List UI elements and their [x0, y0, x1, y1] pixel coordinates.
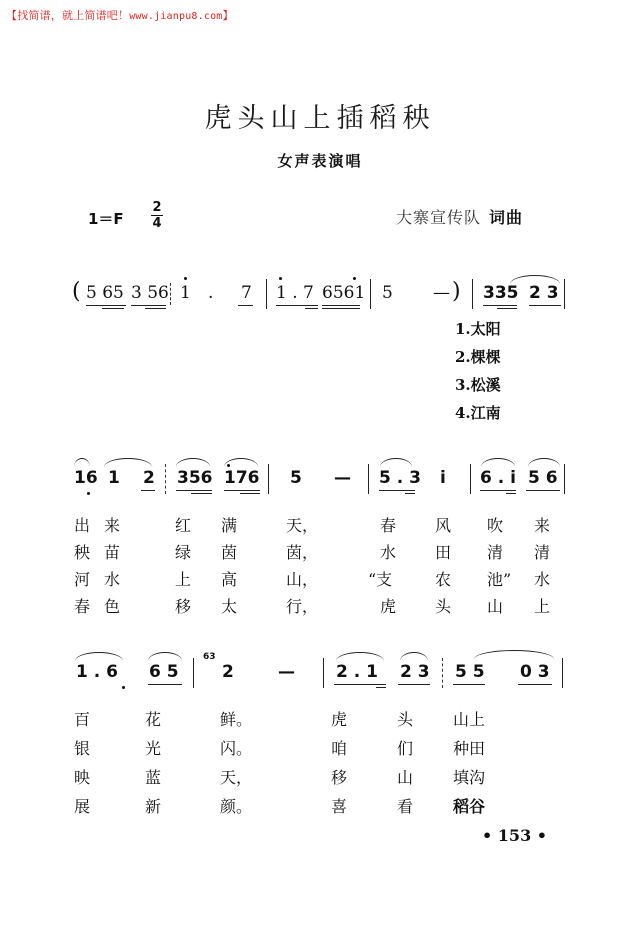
barline [562, 658, 563, 688]
lyric-char: 清 [487, 543, 504, 562]
note: 7 [241, 283, 252, 303]
score-system-1 [0, 279, 640, 323]
lyric-char: 移 [331, 768, 348, 787]
slur [176, 458, 210, 467]
note-group: 356 [177, 468, 213, 488]
underline [148, 684, 182, 685]
lyric-char: 清 [534, 543, 551, 562]
lyric-char: 看 [397, 797, 414, 816]
note-group: 0 3 [520, 662, 550, 682]
note-group: 5 . 3 [379, 468, 421, 488]
score-system-2 [0, 468, 640, 508]
banner-text: 【找简谱，就上简谱吧！ [6, 9, 130, 22]
slur [336, 652, 384, 661]
lyric-char: 满 [221, 516, 238, 535]
slur [481, 458, 515, 467]
lyric-char: 行， [286, 597, 319, 616]
lyrics-block-2 [0, 707, 640, 817]
slur [104, 458, 152, 467]
grace-notes: 63 [203, 652, 216, 662]
lyric-char: 们 [397, 739, 414, 758]
note-group: 6561 [322, 283, 366, 303]
underline [224, 490, 260, 491]
note-group: 2 . 1 [336, 662, 378, 682]
lyric-char: 来 [104, 516, 121, 535]
dash-extension: — [433, 283, 450, 303]
lyric-char: 咱 [331, 739, 348, 758]
underline [453, 684, 485, 685]
note-group: 6 5 [149, 662, 179, 682]
lyric-char: 苗 [104, 543, 121, 562]
lyric-char: 池” [487, 570, 512, 589]
lyric-char: 头 [435, 597, 452, 616]
note-group: 2 3 [529, 283, 559, 303]
lyric-char: 种田 [453, 739, 486, 758]
slur [400, 652, 428, 661]
note: 5 [382, 283, 393, 303]
lyric-char: 虎 [380, 597, 397, 616]
lyric-char: 山， [286, 570, 319, 589]
lyric-line-1 [0, 513, 640, 537]
barline [564, 279, 565, 309]
verse-label-2: 2.棵棵 [455, 348, 501, 366]
barline [368, 464, 369, 494]
song-subtitle: 女声表演唱 [277, 152, 363, 170]
note-group: 1 . 6 [76, 662, 118, 682]
note-group: 2 3 [400, 662, 430, 682]
lyric-char: 农 [435, 570, 452, 589]
lyric-char: 来 [534, 516, 551, 535]
lyric-char: 稻谷 [453, 797, 486, 816]
note: 2 [143, 468, 155, 488]
credit [396, 205, 523, 228]
octave-dot [353, 277, 356, 280]
lyric-char: 喜 [331, 797, 348, 816]
underline [276, 305, 318, 306]
barline [370, 279, 371, 309]
note-group: 16 [74, 468, 98, 488]
note-group: 5 65 [86, 283, 124, 303]
lyrics-block-1 [0, 513, 640, 623]
lyric-char: 吹 [487, 516, 504, 535]
barline [442, 658, 443, 688]
underline [379, 490, 415, 491]
underline [483, 305, 517, 306]
lyric-char: 新 [145, 797, 162, 816]
lyric-char: 秧 [74, 543, 91, 562]
lyric-char: 上 [534, 597, 551, 616]
lyric-char: 春 [380, 516, 397, 535]
score-system-3 [0, 652, 640, 702]
lyric-char: 太 [221, 597, 238, 616]
slur [148, 652, 182, 661]
barline [564, 464, 565, 494]
lyric-char: 虎 [331, 710, 348, 729]
underline [398, 684, 430, 685]
verse-label-3: 3.松溪 [455, 376, 501, 394]
lyric-char: 水 [380, 543, 397, 562]
lyric-char: 天， [286, 516, 319, 535]
dash-extension: — [334, 468, 351, 488]
underline [518, 684, 552, 685]
lyric-char: 高 [221, 570, 238, 589]
underline [322, 308, 360, 309]
time-signature-top: 2 [152, 200, 162, 215]
lyric-char: 鲜。 [220, 710, 253, 729]
barline [472, 279, 473, 309]
lyric-char: 山 [397, 768, 414, 787]
lyric-char: 绿 [175, 543, 192, 562]
barline [323, 658, 324, 688]
banner-bracket: 】 [222, 9, 234, 22]
underline [322, 305, 360, 306]
underline [238, 305, 253, 306]
underline [176, 490, 212, 491]
page-number: • 153 • [482, 826, 547, 845]
underline [131, 305, 166, 306]
banner-url[interactable]: www.jianpu8.com [129, 11, 223, 22]
underline [334, 684, 386, 685]
lyric-char: “支 [368, 570, 393, 589]
octave-dot [227, 464, 230, 467]
time-signature-bottom: 4 [152, 216, 162, 231]
verse-label-4: 4.江南 [455, 404, 501, 422]
time-signature [151, 201, 163, 230]
slur [474, 650, 554, 659]
key-signature: 1＝F [88, 210, 124, 228]
underline [526, 490, 560, 491]
lyric-char: 出 [74, 516, 91, 535]
credit-role: 词曲 [489, 208, 524, 227]
slur [75, 652, 123, 661]
underline [145, 308, 166, 309]
slur [74, 458, 90, 467]
dot-extension: . [208, 283, 214, 303]
octave-dot-low [122, 686, 125, 689]
lyric-line-2 [0, 736, 640, 760]
lyric-char: 天， [220, 768, 253, 787]
note-group: 335 [483, 283, 519, 303]
note: 5 [290, 468, 302, 488]
barline [170, 283, 171, 305]
lyric-char: 水 [104, 570, 121, 589]
lyric-char: 山上 [453, 710, 486, 729]
underline [497, 308, 517, 309]
lyric-char: 移 [175, 597, 192, 616]
lyric-char: 山 [487, 597, 504, 616]
underline [86, 305, 126, 306]
octave-dot [184, 277, 187, 280]
slur [380, 458, 412, 467]
octave-dot [279, 277, 282, 280]
lyric-char: 蓝 [145, 768, 162, 787]
underline [529, 305, 561, 306]
barline [193, 658, 194, 688]
lyric-char: 田 [435, 543, 452, 562]
close-paren: ) [452, 279, 461, 304]
barline [268, 464, 269, 494]
song-title: 虎头山上插稻秧 [204, 103, 436, 134]
lyric-char: 春 [74, 597, 91, 616]
lyric-line-2 [0, 540, 640, 564]
note-group: 6 . i [480, 468, 516, 488]
lyric-char: 填沟 [453, 768, 486, 787]
lyric-char: 河 [74, 570, 91, 589]
lyric-line-4 [0, 594, 640, 618]
note: 1 [108, 468, 120, 488]
open-paren: ( [72, 279, 81, 304]
lyric-char: 百 [74, 710, 91, 729]
underline [506, 493, 516, 494]
lyric-line-3 [0, 567, 640, 591]
verse-label-1: 1.太阳 [455, 320, 501, 338]
note: i [440, 468, 446, 488]
lyric-char: 红 [175, 516, 192, 535]
site-banner [6, 7, 234, 23]
note-group: 176 [224, 468, 260, 488]
slur [528, 458, 560, 467]
note-group: 1 . 7 [276, 283, 314, 303]
lyric-char: 上 [175, 570, 192, 589]
lyric-char: 展 [74, 797, 91, 816]
lyric-char: 映 [74, 768, 91, 787]
lyric-char: 闪。 [220, 739, 253, 758]
lyric-char: 颜。 [220, 797, 253, 816]
barline [266, 279, 267, 309]
lyric-char: 光 [145, 739, 162, 758]
underline [240, 493, 260, 494]
lyric-char: 色 [104, 597, 121, 616]
lyric-char: 风 [435, 516, 452, 535]
underline [191, 493, 212, 494]
lyric-line-1 [0, 707, 640, 731]
lyric-char: 水 [534, 570, 551, 589]
underline [480, 490, 516, 491]
lyric-char: 茵， [286, 543, 319, 562]
lyric-char: 银 [74, 739, 91, 758]
credit-author: 大寨宣传队 [396, 208, 482, 227]
lyric-char: 茵 [221, 543, 238, 562]
lyric-char: 花 [145, 710, 162, 729]
octave-dot-low [87, 492, 90, 495]
underline [405, 493, 415, 494]
note-group: 3 56 [131, 283, 169, 303]
lyric-char: 头 [397, 710, 414, 729]
note-group: 5 5 [455, 662, 485, 682]
underline [102, 308, 124, 309]
barline [470, 464, 471, 494]
note: 1 [180, 283, 191, 303]
lyric-line-4 [0, 794, 640, 818]
underline [376, 687, 386, 688]
dash-extension: — [278, 662, 295, 682]
note: 2 [222, 662, 234, 682]
underline [305, 308, 318, 309]
note-group: 5 6 [528, 468, 558, 488]
lyric-line-3 [0, 765, 640, 789]
underline [141, 490, 155, 491]
barline [165, 464, 166, 494]
